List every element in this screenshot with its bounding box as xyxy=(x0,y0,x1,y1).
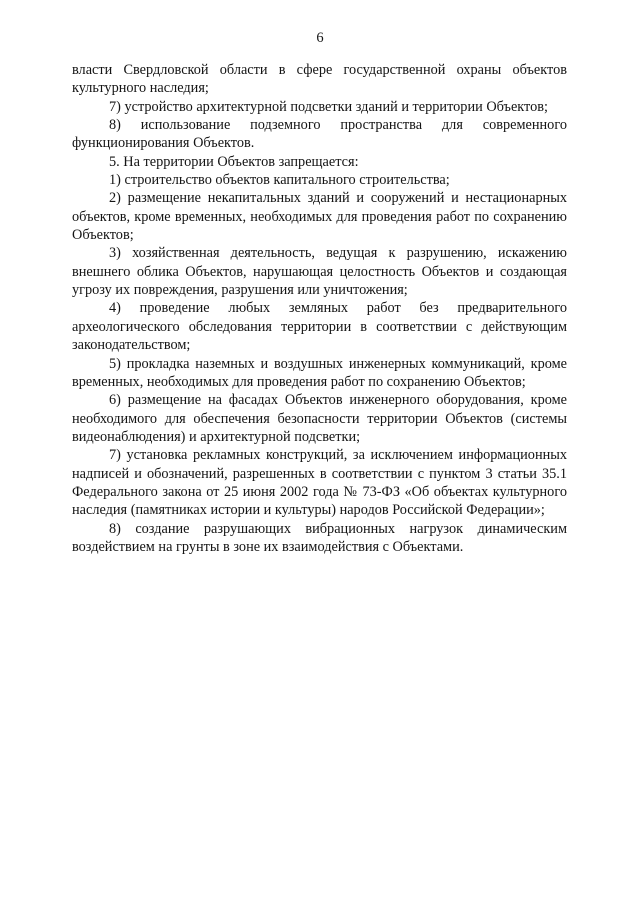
document-body xyxy=(72,61,567,556)
paragraph-section-5-heading: 5. На территории Объектов запрещается: xyxy=(109,153,359,170)
paragraph-prohibition-7: 7) установка рекламных конструкций, за исключением информационных надписей и обозначений, разрешенных в соответствии с пунктом 3 статьи 35.1 Федерального закона от 25 июня 2002 года № 73-ФЗ «Об объектах культурного наследия (памятниках истории и культуры) народов Российской Федерации»; xyxy=(72,447,567,519)
paragraph-prohibition-3: 3) хозяйственная деятельность, ведущая к разрушению, искажению внешнего облика Объектов, нарушающая целостность Объектов и создающая угрозу их повреждения, разрушения или уничтожения; xyxy=(72,245,567,299)
paragraph-prohibition-4: 4) проведение любых земляных работ без предварительного археологического обследования территории в соответствии с действующим законодательством; xyxy=(72,300,567,354)
paragraph-prohibition-2: 2) размещение некапитальных зданий и сооружений и нестационарных объектов, кроме временных, необходимых для проведения работ по сохранению Объектов; xyxy=(72,190,567,244)
paragraph-prohibition-8: 8) создание разрушающих вибрационных нагрузок динамическим воздействием на грунты в зоне их взаимодействия с Объектами. xyxy=(72,520,567,555)
paragraph-prohibition-5: 5) прокладка наземных и воздушных инженерных коммуникаций, кроме временных, необходимых для проведения работ по сохранению Объектов; xyxy=(72,355,567,390)
paragraph-item-8-underground: 8) использование подземного пространства для современного функционирования Объектов. xyxy=(72,117,567,152)
page-number: 6 xyxy=(316,30,324,46)
paragraph-prohibition-6: 6) размещение на фасадах Объектов инженерного оборудования, кроме необходимого для обеспечения безопасности территории Объектов (системы видеонаблюдения) и архитектурной подсветки; xyxy=(72,392,567,445)
paragraph-prohibition-1: 1) строительство объектов капитального строительства; xyxy=(109,172,450,189)
paragraph-continuation: власти Свердловской области в сфере государственной охраны объектов культурного наследия; xyxy=(72,62,567,97)
paragraph-item-7-lighting: 7) устройство архитектурной подсветки зданий и территории Объектов; xyxy=(109,98,548,115)
